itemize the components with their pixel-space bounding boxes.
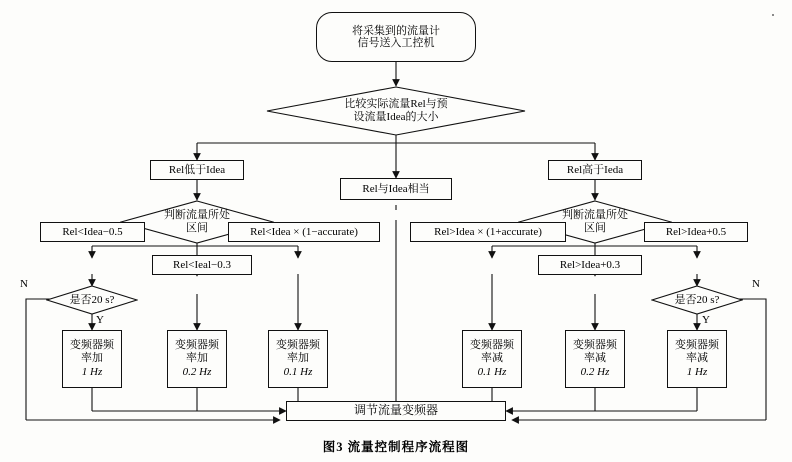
node-right-range-line1: 判断流量所处 [562, 209, 628, 222]
node-compare-line2: 设流量Idea的大小 [353, 111, 439, 123]
node-right-range-line2: 区间 [584, 222, 606, 234]
node-act-r3-line1: 变频器频 [675, 339, 719, 352]
node-equal-branch-label: Rel与Idea相当 [362, 182, 430, 195]
node-high-branch-label: Rel高于Ieda [566, 163, 624, 176]
node-end-label: 调节流量变频器 [353, 403, 438, 418]
node-compare-line1: 比较实际流量Rel与预 [344, 98, 448, 111]
scan-speck [772, 14, 774, 16]
node-act-r2 [565, 330, 625, 388]
node-wait-left-decision [46, 285, 138, 315]
node-end [286, 401, 506, 421]
node-cond-l1 [40, 222, 145, 242]
node-act-l2-line2: 率加 [186, 352, 208, 365]
node-left-range-line1: 判断流量所处 [164, 209, 230, 222]
node-act-l3-line2: 率加 [287, 352, 309, 365]
edge-label-right-yes: Y [702, 314, 710, 326]
node-act-r3-value: 1 Hz [686, 365, 708, 378]
node-act-l2-value: 0.2 Hz [182, 365, 212, 378]
node-act-r3-line2: 率减 [686, 352, 708, 365]
node-cond-r1 [410, 222, 566, 242]
edge-label-left-no: N [20, 278, 28, 290]
node-act-r1 [462, 330, 522, 388]
node-cond-r3 [644, 222, 748, 242]
node-act-l1-value: 1 Hz [81, 365, 103, 378]
node-left-range-line2: 区间 [186, 222, 208, 234]
node-cond-l2 [228, 222, 380, 242]
figure-caption: 图3 流量控制程序流程图 [322, 440, 470, 454]
node-act-l2-line1: 变频器频 [175, 339, 219, 352]
node-act-l3-line1: 变频器频 [276, 339, 320, 352]
edge-label-left-yes: Y [96, 314, 104, 326]
node-cond-r3-label: Rel>Idea+0.5 [665, 225, 727, 238]
node-act-r2-value: 0.2 Hz [580, 365, 610, 378]
node-act-r2-line1: 变频器频 [573, 339, 617, 352]
edge-label-right-no: N [752, 278, 760, 290]
node-act-l1-line2: 率加 [81, 352, 103, 365]
node-equal-branch [340, 178, 452, 200]
node-start-line2: 信号送入工控机 [357, 37, 435, 49]
node-wait-right-label: 是否20 s? [674, 293, 720, 306]
node-high-branch [548, 160, 642, 180]
node-cond-l1-label: Rel<Idea−0.5 [62, 225, 123, 238]
node-cond-l2-label: Rel<Idea × (1−accurate) [250, 225, 358, 238]
node-low-branch [150, 160, 244, 180]
node-start-line1: 将采集到的流量计 [352, 24, 440, 37]
node-low-branch-label: Rel低于Idea [168, 163, 226, 176]
node-act-l3-value: 0.1 Hz [283, 365, 313, 378]
node-act-l1-line1: 变频器频 [70, 339, 114, 352]
node-cond-l3 [152, 255, 252, 275]
node-cond-r2-label: Rel>Idea+0.3 [559, 258, 621, 271]
node-wait-left-label: 是否20 s? [69, 293, 115, 306]
node-act-r2-line2: 率减 [584, 352, 606, 365]
node-act-r1-line1: 变频器频 [470, 339, 514, 352]
node-cond-r2 [538, 255, 642, 275]
node-act-r1-value: 0.1 Hz [477, 365, 507, 378]
node-wait-right-decision [651, 285, 743, 315]
node-cond-l3-label: Rel<Ieal−0.3 [173, 258, 231, 271]
node-act-l3 [268, 330, 328, 388]
node-act-l2 [167, 330, 227, 388]
node-act-l1 [62, 330, 122, 388]
node-act-r3 [667, 330, 727, 388]
node-act-r1-line2: 率减 [481, 352, 503, 365]
node-compare-decision [266, 86, 526, 136]
node-cond-r1-label: Rel>Idea × (1+accurate) [434, 225, 542, 238]
node-start [316, 12, 476, 62]
